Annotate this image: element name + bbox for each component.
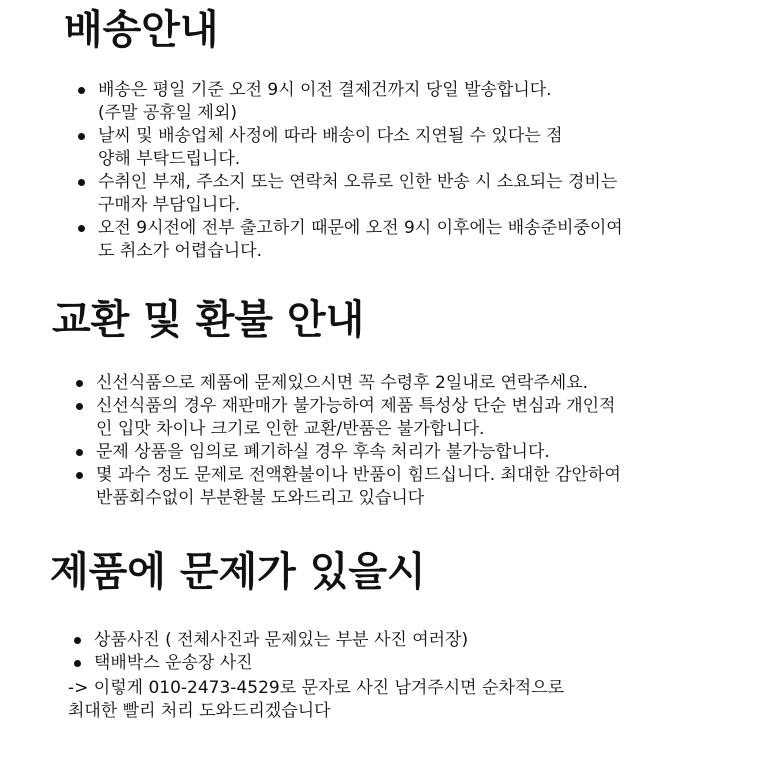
- list-item: [76, 441, 621, 464]
- list-item-line: 택배박스 운송장 사진: [94, 653, 253, 673]
- list-item-line: 양해 부탁드립니다.: [98, 149, 241, 169]
- delivery-list: [78, 79, 623, 263]
- list-item-line: 반품회수없이 부분환불 도와드리고 있습니다: [96, 488, 425, 508]
- problem-heading: 제품에 문제가 있을시: [50, 549, 426, 595]
- exchange-list: [76, 372, 621, 510]
- list-item: [78, 217, 623, 263]
- list-item: [76, 464, 621, 510]
- list-item: [78, 171, 623, 217]
- list-item-line: 몇 과수 정도 문제로 전액환불이나 반품이 힘드십니다. 최대한 감안하여: [96, 465, 621, 485]
- list-item: [78, 79, 623, 125]
- contact-note: [68, 677, 564, 723]
- list-item: [74, 652, 468, 675]
- list-item-line: 상품사진 ( 전체사진과 문제있는 부분 사진 여러장): [94, 630, 469, 650]
- list-item-line: 신선식품의 경우 재판매가 불가능하여 제품 특성상 단순 변심과 개인적: [96, 396, 616, 416]
- list-item-line: 구매자 부담입니다.: [98, 195, 241, 215]
- list-item-line: 날씨 및 배송업체 사정에 따라 배송이 다소 지연될 수 있다는 점: [98, 126, 563, 146]
- list-item-line: 도 취소가 어렵습니다.: [98, 241, 263, 261]
- list-item-line: 오전 9시전에 전부 출고하기 때문에 오전 9시 이후에는 배송준비중이여: [98, 218, 623, 238]
- list-item-line: 신선식품으로 제품에 문제있으시면 꼭 수령후 2일내로 연락주세요.: [96, 373, 589, 393]
- list-item: [76, 372, 621, 395]
- problem-list: [74, 629, 468, 675]
- list-item-line: 인 입맛 차이나 크기로 인한 교환/반품은 불가합니다.: [96, 419, 485, 439]
- list-item-line: 배송은 평일 기준 오전 9시 이전 결제건까지 당일 발송합니다.: [98, 80, 552, 100]
- list-item: [74, 629, 468, 652]
- list-item: [78, 125, 623, 171]
- contact-note-line: 최대한 빨리 처리 도와드리겠습니다: [68, 701, 331, 721]
- list-item-line: 문제 상품을 임의로 폐기하실 경우 후속 처리가 불가능합니다.: [96, 442, 550, 462]
- list-item: [76, 395, 621, 441]
- exchange-heading: 교환 및 환불 안내: [52, 297, 365, 343]
- delivery-heading: 배송안내: [64, 7, 219, 53]
- list-item-line: (주말 공휴일 제외): [98, 103, 238, 123]
- list-item-line: 수취인 부재, 주소지 또는 연락처 오류로 인한 반송 시 소요되는 경비는: [98, 172, 618, 192]
- contact-note-line: -> 이렇게 010-2473-4529로 문자로 사진 남겨주시면 순차적으로: [68, 678, 565, 698]
